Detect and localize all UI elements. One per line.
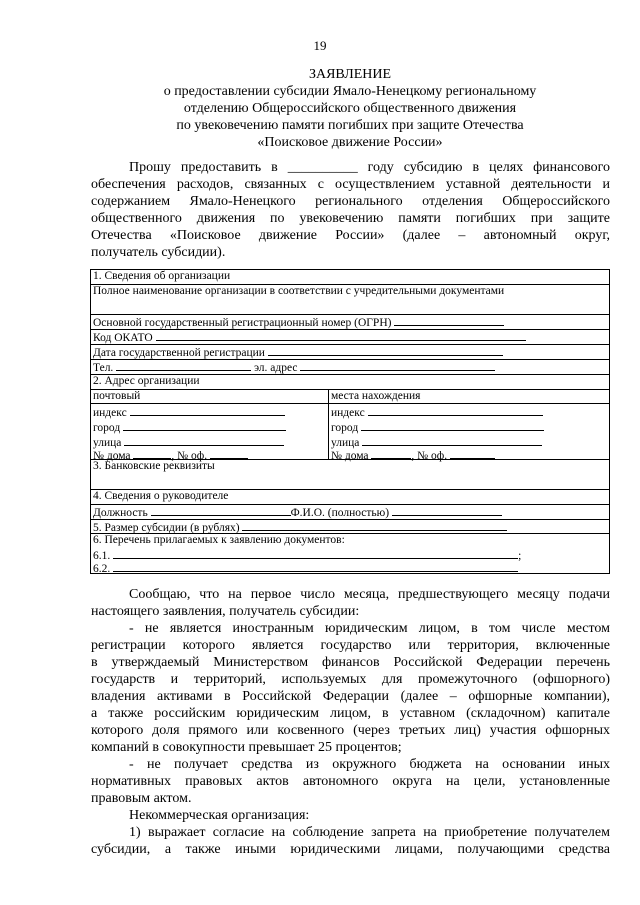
intro-line: получатель субсидии). [91, 245, 226, 260]
intro-line: содержанием Ямало-Ненецкого регионального отделения Общероссийского [91, 194, 610, 209]
application-form [90, 269, 610, 574]
subsidy-amount-field[interactable]: 5. Размер субсидии (в рублях) [91, 520, 609, 534]
body-line: правовым актом. [91, 791, 192, 806]
title-heading: ЗАЯВЛЕНИЕ [308, 67, 392, 82]
title-line: по увековечению памяти погибших при защите Отечества [176, 118, 524, 133]
section-address: 2. Адрес организации [91, 375, 609, 390]
declaration-text [91, 586, 610, 858]
body-line: - не является иностранным юридическим лицом, в том числе местом [129, 621, 610, 636]
body-line: Некоммерческая организация: [129, 808, 310, 823]
body-line: субсидии, а также иными юридическими лицами, получающими средства [91, 842, 610, 857]
postal-index-field[interactable]: индекс [91, 405, 285, 420]
location-house-field[interactable]: № дома , № оф. [329, 448, 495, 463]
intro-line: обеспечения расходов, связанных с осуществлением уставной деятельности и [91, 177, 610, 192]
body-line: 1) выражает согласие на соблюдение запрета на приобретение получателем [129, 825, 610, 840]
section-organization: 1. Сведения об организации [91, 270, 609, 285]
body-line: настоящего заявления, получатель субсидии: [91, 604, 360, 619]
document-1-field[interactable]: 6.1. ; [93, 550, 522, 561]
postal-address-label: почтовый [93, 390, 141, 402]
location-address-label: места нахождения [331, 390, 421, 402]
reg-date-field[interactable]: Дата государственной регистрации [91, 345, 609, 360]
intro-line: общественного движения по увековечению памяти погибших при защите [91, 211, 610, 226]
contacts-field[interactable]: Тел. эл. адрес [91, 360, 609, 375]
postal-city-field[interactable]: город [91, 420, 286, 435]
body-line: в утверждаемый Министерством финансов Российской Федерации перечень [91, 655, 610, 670]
page-number: 19 [313, 38, 327, 53]
section-documents: 6. Перечень прилагаемых к заявлению документов: [93, 534, 345, 546]
body-line: регистрации которого является государство или территория, включенные [91, 638, 610, 653]
title-line: о предоставлении субсидии Ямало-Ненецкому региональному [163, 84, 537, 99]
body-line: компаний в совокупности превышает 25 процентов; [91, 740, 402, 755]
intro-line: Прошу предоставить в __________ году субсидию в целях финансового [129, 160, 610, 175]
body-line: - не получает средства из окружного бюджета на основании иных [129, 757, 610, 772]
location-index-field[interactable]: индекс [329, 405, 543, 420]
body-line: которого доля прямого или косвенного (через третьих лиц) участия офшорных [91, 723, 610, 738]
intro-paragraph [91, 159, 610, 261]
director-field[interactable]: Должность Ф.И.О. (полностью) [91, 505, 609, 520]
location-street-field[interactable]: улица [329, 435, 542, 450]
document-2-field[interactable]: 6.2. [91, 561, 609, 574]
body-line: владения активами в Российской Федерации (далее – офшорные компании), [91, 689, 610, 704]
bank-details-field[interactable]: 3. Банковские реквизиты [91, 460, 609, 490]
body-line: а также российским юридическим лицом, в уставном (складочном) капитале [91, 706, 610, 721]
body-line: Сообщаю, что на первое число месяца, предшествующего месяцу подачи [129, 587, 610, 602]
location-city-field[interactable]: город [329, 420, 544, 435]
title-line: «Поисковое движение России» [257, 135, 443, 150]
okato-field[interactable]: Код ОКАТО [91, 330, 609, 345]
address-block [91, 390, 609, 460]
body-line: нормативных правовых актов автономного округа на цели, установленные [91, 774, 610, 789]
full-name-field[interactable]: Полное наименование организации в соответствии с учредительными документами [91, 285, 609, 315]
body-line: государств и территорий, используемых для промежуточного (офшорного) [91, 672, 610, 687]
title-line: отделению Общероссийского общественного движения [183, 101, 517, 116]
ogrn-field[interactable]: Основной государственный регистрационный номер (ОГРН) [91, 315, 609, 330]
intro-line: Отечества «Поисковое движение России» (далее – автономный округ, [91, 228, 610, 243]
postal-house-field[interactable]: № дома , № оф. [91, 448, 248, 463]
document-title [90, 66, 610, 151]
postal-street-field[interactable]: улица [91, 435, 284, 450]
section-director: 4. Сведения о руководителе [91, 490, 609, 505]
